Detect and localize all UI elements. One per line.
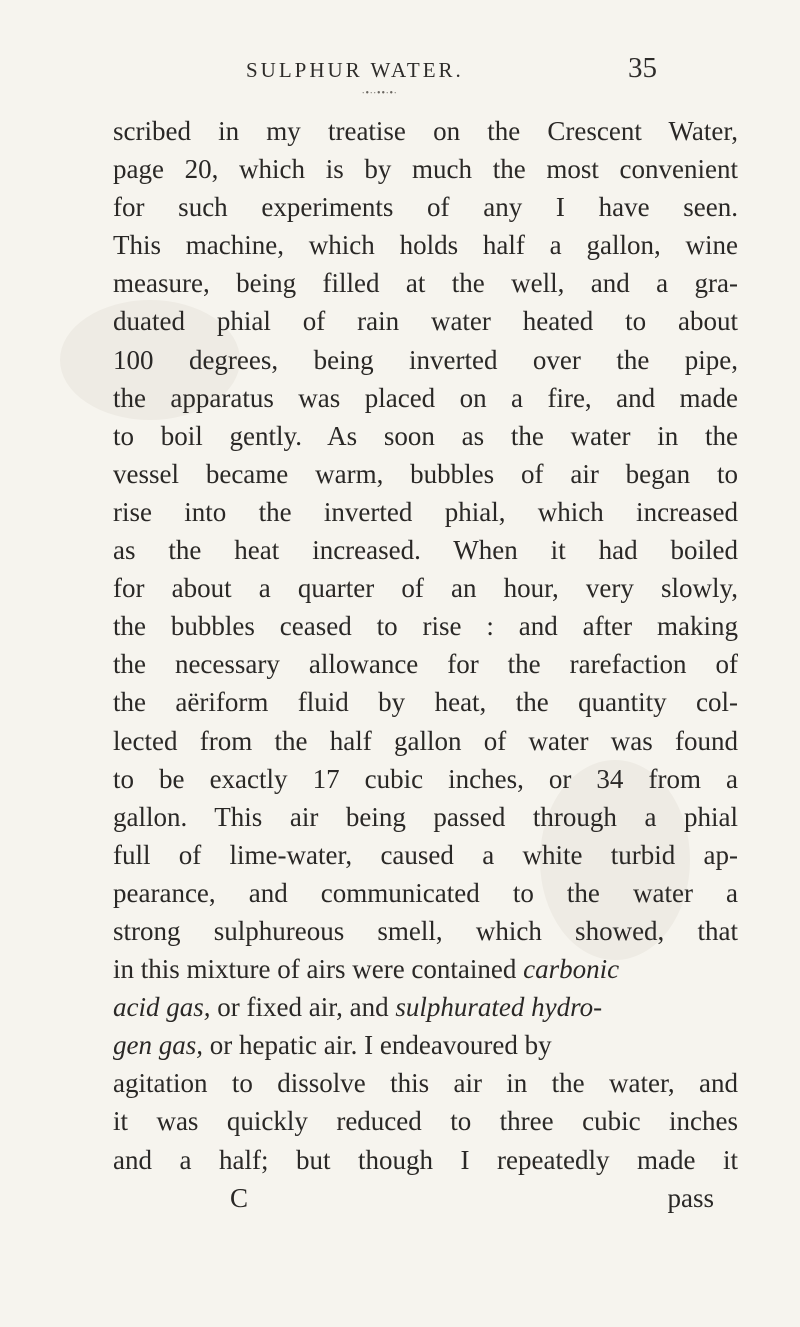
text-line: scribed in my treatise on the Crescent Water, [113, 116, 738, 146]
text-line: lected from the half gallon of water was found [113, 725, 738, 756]
text-line: pearance, and communicated to the water a [113, 877, 738, 908]
text-line [113, 988, 738, 1026]
running-head: SULPHUR WATER. [246, 58, 464, 82]
text-line: This machine, which holds half a gallon, wine [113, 230, 738, 261]
text-fragment: or fixed air, and [217, 992, 389, 1023]
footer-line [113, 1179, 738, 1217]
text-line: the apparatus was placed on a fire, and made [113, 382, 738, 413]
text-line: rise into the inverted phial, which increased [113, 496, 738, 527]
text-line: 100 degrees, being inverted over the pipe, [113, 344, 738, 375]
text-line: the bubbles ceased to rise : and after making [113, 611, 738, 642]
text-line: full of lime-water, caused a white turbid ap- [113, 839, 738, 870]
text-fragment: or hepatic air. I endeavoured by [209, 1030, 552, 1061]
text-fragment: in this mixture of airs were contained [113, 954, 517, 985]
text-line [113, 1026, 738, 1064]
text-line: duated phial of rain water heated to about [113, 306, 738, 337]
italic-term: carbonic [523, 954, 620, 985]
body-text [113, 112, 738, 1217]
text-line: strong sulphureous smell, which showed, that [113, 915, 738, 946]
text-line: as the heat increased. When it had boiled [113, 535, 738, 566]
text-line: measure, being filled at the well, and a gra- [113, 268, 738, 299]
text-line: it was quickly reduced to three cubic inches [113, 1106, 738, 1137]
text-line: vessel became warm, bubbles of air began to [113, 458, 738, 489]
catchword: pass [667, 1182, 714, 1213]
text-line [113, 950, 738, 988]
text-line: for such experiments of any I have seen. [113, 192, 738, 223]
italic-term: acid gas, [113, 992, 211, 1023]
text-line: for about a quarter of an hour, very slowly, [113, 573, 738, 604]
text-line: to boil gently. As soon as the water in the [113, 420, 738, 451]
italic-term: gen gas, [113, 1030, 203, 1061]
page-number: 35 [628, 52, 657, 84]
text-line: to be exactly 17 cubic inches, or 34 from a [113, 763, 738, 794]
text-line: agitation to dissolve this air in the water, and [113, 1068, 738, 1099]
signature-mark: C [230, 1182, 249, 1213]
italic-term: sulphurated hydro- [395, 992, 603, 1023]
text-line: the aëriform fluid by heat, the quantity col- [113, 687, 738, 718]
text-line: gallon. This air being passed through a phial [113, 801, 738, 832]
header-ornament: ∙•∙∙••∙•∙ [362, 88, 398, 99]
text-line: the necessary allowance for the rarefaction of [113, 649, 738, 680]
text-line: and a half; but though I repeatedly made it [113, 1144, 738, 1175]
text-line: page 20, which is by much the most convenient [113, 154, 738, 185]
